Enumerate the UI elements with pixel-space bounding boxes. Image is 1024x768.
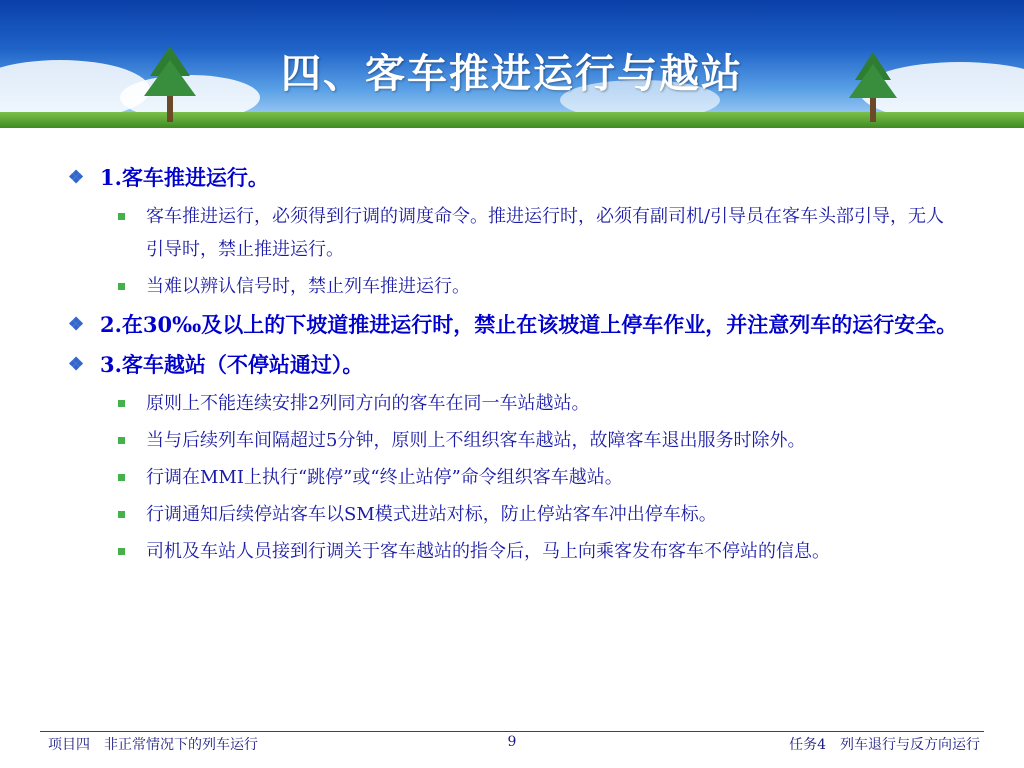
list-item xyxy=(60,498,960,531)
footer-divider xyxy=(40,731,984,732)
list-item-text: 原则上不能连续安排2列同方向的客车在同一车站越站。 xyxy=(146,393,590,414)
section-heading-text: 1.客车推进运行。 xyxy=(100,165,269,190)
diamond-bullet-icon: ❖ xyxy=(68,314,85,335)
list-item-text: 当与后续列车间隔超过5分钟，原则上不组织客车越站，故障客车退出服务时除外。 xyxy=(146,430,806,451)
title-banner xyxy=(0,0,1024,128)
square-bullet-icon xyxy=(118,474,125,481)
list-item-text: 行调在MMI上执行“跳停”或“终止站停”命令组织客车越站。 xyxy=(146,467,623,488)
list-item-text: 客车推进运行，必须得到行调的调度命令。推进运行时，必须有副司机/引导员在客车头部引导，无人引导时，禁止推进运行。 xyxy=(146,206,945,260)
list-item xyxy=(60,270,960,303)
square-bullet-icon xyxy=(118,511,125,518)
list-item-text: 当难以辨认信号时，禁止列车推进运行。 xyxy=(146,276,470,297)
list-item xyxy=(60,200,960,266)
slide-content xyxy=(60,160,960,572)
section-heading xyxy=(60,160,960,196)
page-number: 9 xyxy=(507,734,517,750)
list-item xyxy=(60,535,960,568)
section-heading-text: 3.客车越站（不停站通过）。 xyxy=(100,352,364,377)
list-item xyxy=(60,461,960,494)
square-bullet-icon xyxy=(118,548,125,555)
footer-project-label: 项目四 非正常情况下的列车运行 xyxy=(48,737,258,753)
section-heading-text: 2.在30‰及以上的下坡道推进运行时，禁止在该坡道上停车作业，并注意列车的运行安全。 xyxy=(100,312,958,337)
list-item xyxy=(60,424,960,457)
list-item-text: 司机及车站人员接到行调关于客车越站的指令后，马上向乘客发布客车不停站的信息。 xyxy=(146,541,830,562)
list-item xyxy=(60,387,960,420)
square-bullet-icon xyxy=(118,283,125,290)
diamond-bullet-icon: ❖ xyxy=(68,354,85,375)
square-bullet-icon xyxy=(118,400,125,407)
list-item-text: 行调通知后续停站客车以SM模式进站对标，防止停站客车冲出停车标。 xyxy=(146,504,717,525)
square-bullet-icon xyxy=(118,213,125,220)
footer-task-label: 任务4 列车退行与反方向运行 xyxy=(789,737,980,753)
square-bullet-icon xyxy=(118,437,125,444)
section-heading xyxy=(60,347,960,383)
diamond-bullet-icon: ❖ xyxy=(68,167,85,188)
page-title: 四、客车推进运行与越站 xyxy=(281,51,743,97)
section-heading xyxy=(60,307,960,343)
